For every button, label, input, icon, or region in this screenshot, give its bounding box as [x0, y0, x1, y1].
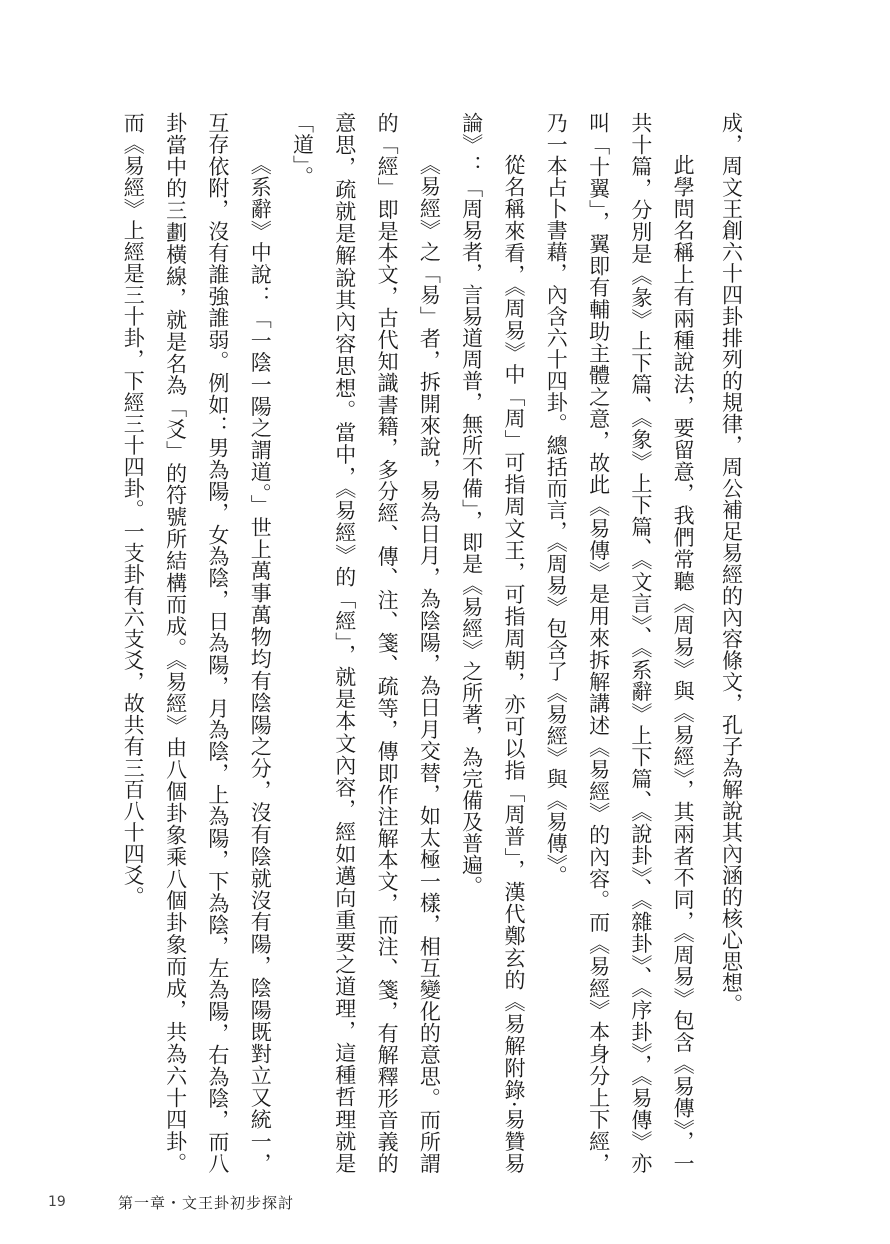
paragraph-1: 成，周文王創六十四卦排列的規律，周公補足易經的內容條文，孔子為解說其內涵的核心思想。	[719, 112, 744, 1015]
vertical-text-column	[112, 112, 752, 1174]
paragraph-4: 《易經》之「易」者，拆開來說，易為日月，為陰陽，為日月交替，如太極一樣，相互變化的意思。而所謂的「經」即是本文，古代知識書籍，多分經、傳、注、箋、疏等，傳即作注解本文，而注、箋，有解釋形音義的意思，疏就是解說其內容思想。當中，《易經》的「經」，就是本文內容，經如邁向重要之道理，這種哲理就是「道」。	[290, 112, 442, 1174]
paragraph-5: 《系辭》中說：「一陰一陽之謂道。」世上萬事萬物均有陰陽之分，沒有陰就沒有陽，陰陽既對立又統一，互存依附，沒有誰強誰弱。例如：男為陽，女為陰，日為陽，月為陰，上為陽，下為陰，左為陽，右為陰，而八卦當中的三劃橫線，就是名為「爻」的符號所結構而成。《易經》由八個卦象乘八個卦象而成，共為六十四卦。而《易經》上經是三十卦，下經三十四卦。一支卦有六支爻，故共有三百八十四爻。	[121, 112, 273, 1174]
page-number: 19	[48, 1194, 66, 1210]
running-chapter-title: 第一章・文王卦初步探討	[118, 1194, 295, 1212]
paragraph-2: 此學問名稱上有兩種說法，要留意，我們常聽《周易》與《易經》，其兩者不同，《周易》包含《易傳》，一共十篇，分別是《彖》上下篇、《象》上下篇、《文言》、《系辭》上下篇、《說卦》、《雜卦》、《序卦》，《易傳》亦叫「十翼」，翼即有輔助主體之意，故此《易傳》是用來拆解講述《易經》的內容。而《易經》本身分上下經，乃一本占卜書藉，內含六十四卦。總括而言，《周易》包含了《易經》與《易傳》。	[544, 112, 696, 1174]
paragraph-3: 從名稱來看，《周易》中「周」可指周文王，可指周朝，亦可以指「周普」，漢代鄭玄的《易解附錄·易贊易論》：「周易者，言易道周普，無所不備」，即是《易經》之所著，為完備及普遍。	[459, 112, 526, 1174]
page-body	[112, 112, 772, 1174]
page-footer	[0, 1190, 890, 1220]
